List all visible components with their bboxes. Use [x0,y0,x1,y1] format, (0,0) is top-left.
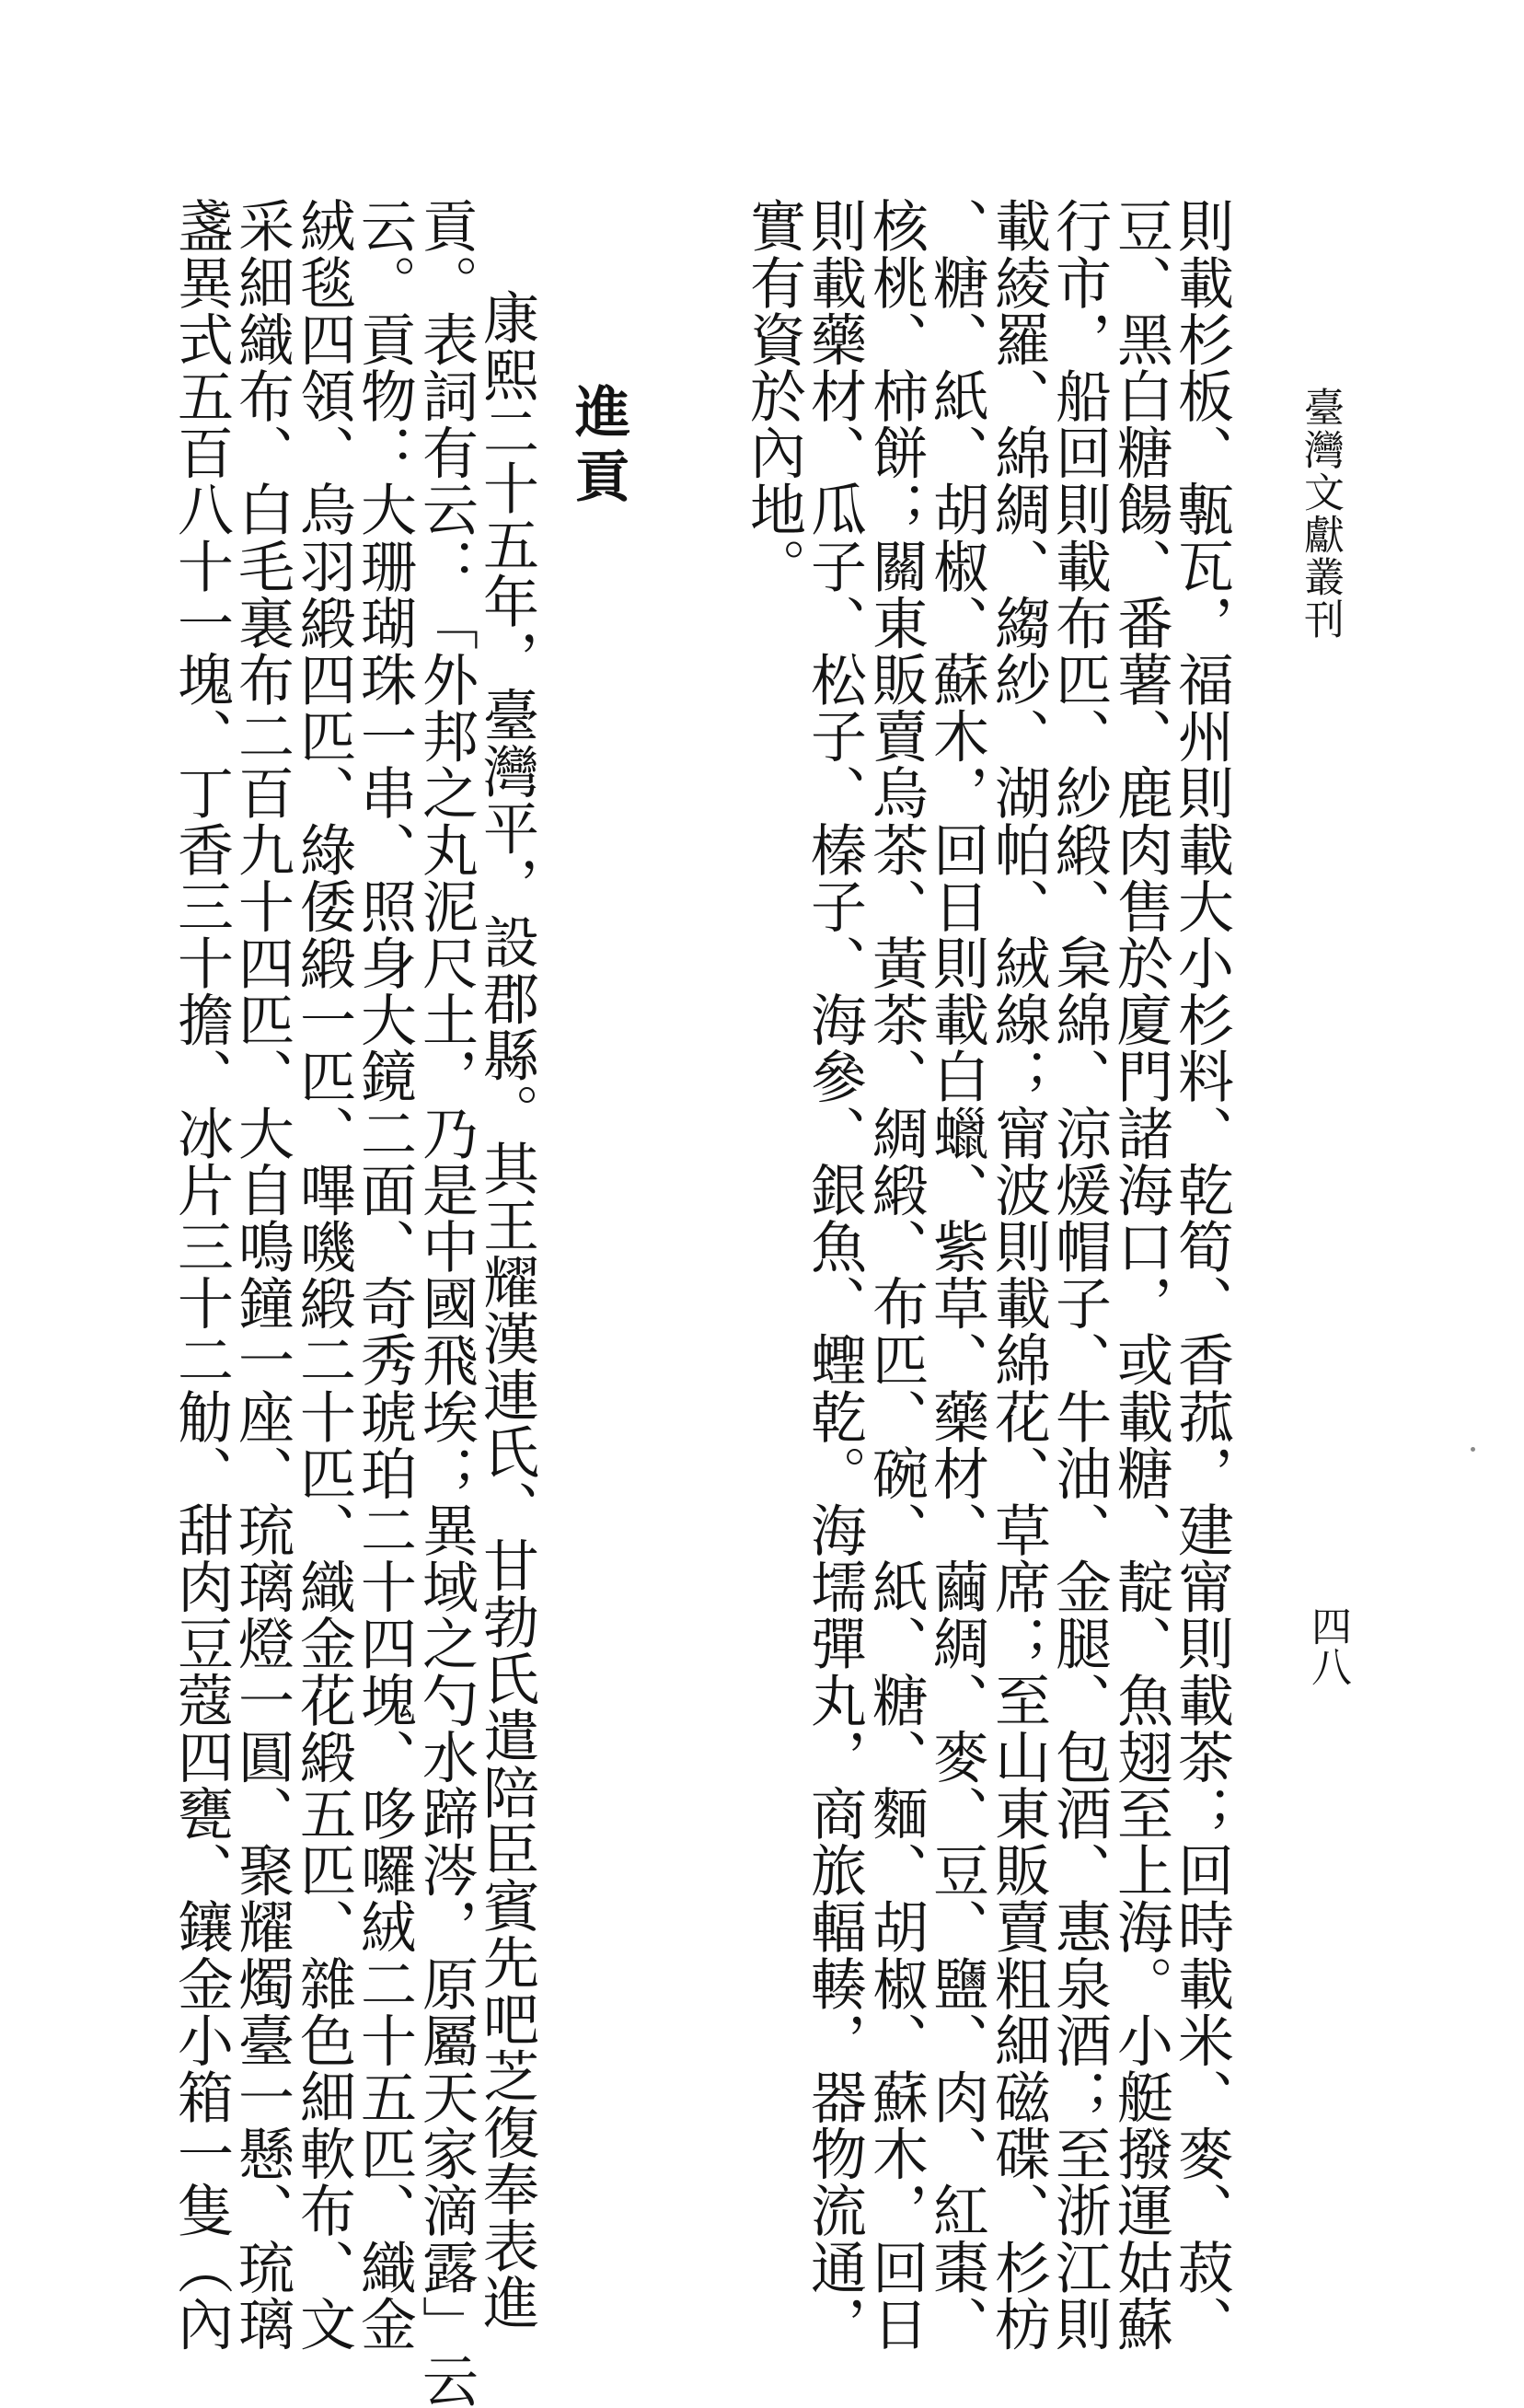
text-column: 、糖、紙、胡椒、蘇木，回日則載白蠟、紫草、藥材、繭綢、麥、豆、鹽、肉、紅棗、 [924,197,989,2352]
section-heading: 進貢 [566,383,630,512]
text-column: 載綾羅、綿綢、縐紗、湖帕、絨線；甯波則載綿花、草席；至山東販賣粗細磁碟、杉枋 [986,197,1051,2352]
section-text-column: 康熙二十五年，臺灣平，設郡縣。其王耀漢連氏、甘勃氏遣陪臣賓先吧芝復奉表進 [474,289,539,2331]
section-text-column: 采細織布、白毛裏布二百九十四匹、大自鳴鐘一座、琉璃燈一圓、聚耀燭臺一懸、琉璃 [229,197,294,2352]
text-column: 則載杉板、甎瓦，福州則載大小杉料、乾筍、香菰，建甯則載茶；回時載米、麥、菽、 [1169,197,1234,2352]
text-column: 則載藥材、瓜子、松子、榛子、海參、銀魚、蟶乾。海壖彈丸，商旅輻輳，器物流通， [802,197,867,2352]
section-text-column: 盞異式五百八十一塊、丁香三十擔、冰片三十二觔、甜肉豆蔻四甕、鑲金小箱一隻（內 [168,197,234,2352]
text-column: 豆、黑白糖餳、番薯、鹿肉售於廈門諸海口，或載糖、靛、魚翅至上海。小艇撥運姑蘇 [1108,197,1173,2352]
section-text-column: 云。貢物：大珊瑚珠一串、照身大鏡二面、奇秀琥珀二十四塊、哆囉絨二十五匹、織金 [352,197,417,2352]
section-text-column: 貢。表詞有云：「外邦之丸泥尺土，乃是中國飛埃；異域之勺水蹄涔，原屬天家滴露」云 [413,197,479,2408]
running-title: 臺灣文獻叢刊 [1297,387,1344,641]
text-column: 行市，船回則載布匹、紗緞、枲綿、涼煖帽子、牛油、金腿、包酒、惠泉酒；至浙江則 [1046,197,1112,2352]
text-column: 實有資於內地。 [741,197,806,595]
text-column: 核桃、柿餅；關東販賣烏茶、黃茶、綢緞、布匹、碗、紙、糖、麵、胡椒、蘇木，回日 [863,197,929,2352]
scan-speck [1471,1447,1475,1452]
section-text-column: 絨毯四領、烏羽緞四匹、綠倭緞一匹、嗶嘰緞二十匹、織金花緞五匹、雜色細軟布、文 [291,197,356,2352]
page-number: 四八 [1304,1605,1351,1686]
